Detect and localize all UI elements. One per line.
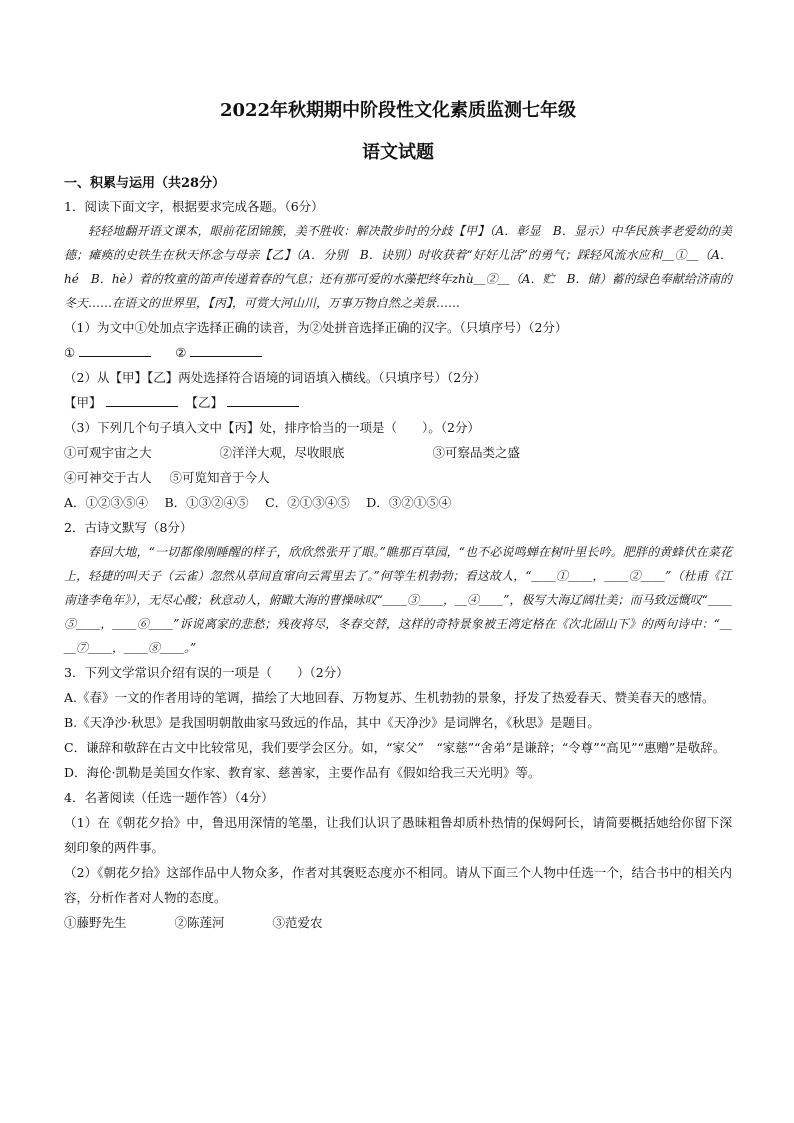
q2-stem: 2．古诗文默写（8分） — [64, 520, 193, 535]
q1-stem: 1．阅读下面文字，根据要求完成各题。（6分） — [64, 199, 324, 214]
page-title: 2022年秋期期中阶段性文化素质监测七年级 — [219, 100, 577, 121]
q1-sub1-blank-2[interactable] — [190, 342, 262, 357]
exam-page — [64, 92, 732, 935]
page-subtitle: 语文试题 — [362, 142, 434, 163]
q1-sub1-answers — [64, 340, 732, 365]
section-heading: 一、积累与运用（共28分） — [64, 176, 226, 191]
q1-sub2-label-1: 【甲】 — [64, 395, 102, 410]
q1-option-2: ②洋洋大观，尽收眼底 — [219, 445, 345, 460]
q1-sub2-blank-1[interactable] — [106, 392, 178, 407]
q1-passage: 轻轻地翻开语文课本，眼前花团锦簇，美不胜收：解决散步时的分歧【甲】（A．彰显 B．显示）中华民族孝老爱幼的美德；瘫痪的史铁生在秋天怀念与母亲【乙】（A．分别 B．诀别）时收获着“好好儿活”的勇气；踩轻风流水应和＿①＿（A．hé B．hè）着的牧童的笛声传递着春的气息；还有那可爱的水藻把终年zhù＿②＿（A．贮 B．储）蓄的绿色奉献给济南的冬天……在语文的世界里，【丙】，可赏大河山川，万事万物自然之美景…… — [64, 224, 732, 310]
q1-option-5: ⑤可览知音于今人 — [169, 470, 270, 485]
q1-sub1: （1）为文中①处加点字选择正确的读音，为②处拼音选择正确的汉字。（只填序号）（2分） — [64, 320, 568, 335]
q3-option-a: A.《春》一文的作者用诗的笔调，描绘了大地回春、万物复苏、生机勃勃的景象，抒发了热爱春天、赞美春天的感情。 — [64, 690, 715, 705]
q1-sub1-blank-1[interactable] — [79, 342, 151, 357]
q4-choice-3: ③范爱农 — [272, 915, 323, 930]
q1-sub1-label-2: ② — [175, 345, 187, 360]
q1-choices: A．①②③⑤④ B．①③②④⑤ C．②①③④⑤ D．③②①⑤④ — [64, 495, 452, 510]
q1-sub2-answers — [64, 390, 732, 415]
q3-stem: 3．下列文学常识介绍有误的一项是（ ）（2分） — [64, 665, 349, 680]
q4-sub2: （2）《朝花夕拾》这部作品中人物众多，作者对其褒贬态度亦不相同。请从下面三个人物中任选一个，结合书中的相关内容，分析作者对人物的态度。 — [64, 865, 732, 905]
q4-choice-1: ①藤野先生 — [64, 915, 127, 930]
q1-options-row-1 — [64, 440, 732, 465]
q1-option-1: ①可观宇宙之大 — [64, 445, 152, 460]
q2-passage: 春回大地，“一切都像刚睡醒的样子，欣欣然张开了眼。”瞧那百草园，“也不必说鸣蝉在树叶里长吟。肥胖的黄蜂伏在菜花上，轻捷的叫天子（云雀）忽然从草间直窜向云霄里去了。”何等生机勃勃；看这故人，“＿＿①＿＿，＿＿②＿＿”（杜甫《江南逢李龟年》），无尽心酸；秋意动人，俯瞰大海的曹操咏叹“＿＿③＿＿，＿④＿＿”，极写大海辽阔壮美；而马致远慨叹“＿＿⑤＿＿，＿＿⑥＿＿”诉说离家的悲愁；残夜将尽，冬春交替，这样的奇特景象被王湾定格在《次北固山下》的两句诗中：“＿＿⑦＿＿，＿＿⑧＿＿。” — [64, 545, 732, 655]
q1-options-row-2 — [64, 465, 732, 490]
q1-sub2-blank-2[interactable] — [227, 392, 299, 407]
q4-choice-2: ②陈莲河 — [174, 915, 225, 930]
q4-sub1: （1）在《朝花夕拾》中，鲁迅用深情的笔墨，让我们认识了愚昧粗鲁却质朴热情的保姆阿长，请简要概括她给你留下深刻印象的两件事。 — [64, 815, 732, 855]
q1-sub1-label-1: ① — [64, 345, 76, 360]
q1-sub3: （3）下列几个句子填入文中【丙】处，排序恰当的一项是（ ）。（2分） — [64, 420, 480, 435]
q1-sub2: （2）从【甲】【乙】两处选择符合语境的词语填入横线。（只填序号）（2分） — [64, 370, 487, 385]
q1-option-4: ④可神交于古人 — [64, 470, 152, 485]
q3-option-b: B.《天净沙·秋思》是我国明朝散曲家马致远的作品，其中《天净沙》是词牌名，《秋思》是题目。 — [64, 715, 600, 730]
q3-option-c: C．谦辞和敬辞在古文中比较常见，我们要学会区分。如，“家父” “家慈”“舍弟”是谦辞；“令尊”“高见”“惠赠”是敬辞。 — [64, 740, 726, 755]
q3-option-d: D．海伦·凯勒是美国女作家、教育家、慈善家，主要作品有《假如给我三天光明》等。 — [64, 765, 541, 780]
q4-stem: 4．名著阅读（任选一题作答）（4分） — [64, 790, 274, 805]
q1-option-3: ③可察品类之盛 — [432, 445, 520, 460]
q1-sub2-label-2: 【乙】 — [185, 395, 224, 410]
q4-choices — [64, 910, 732, 935]
